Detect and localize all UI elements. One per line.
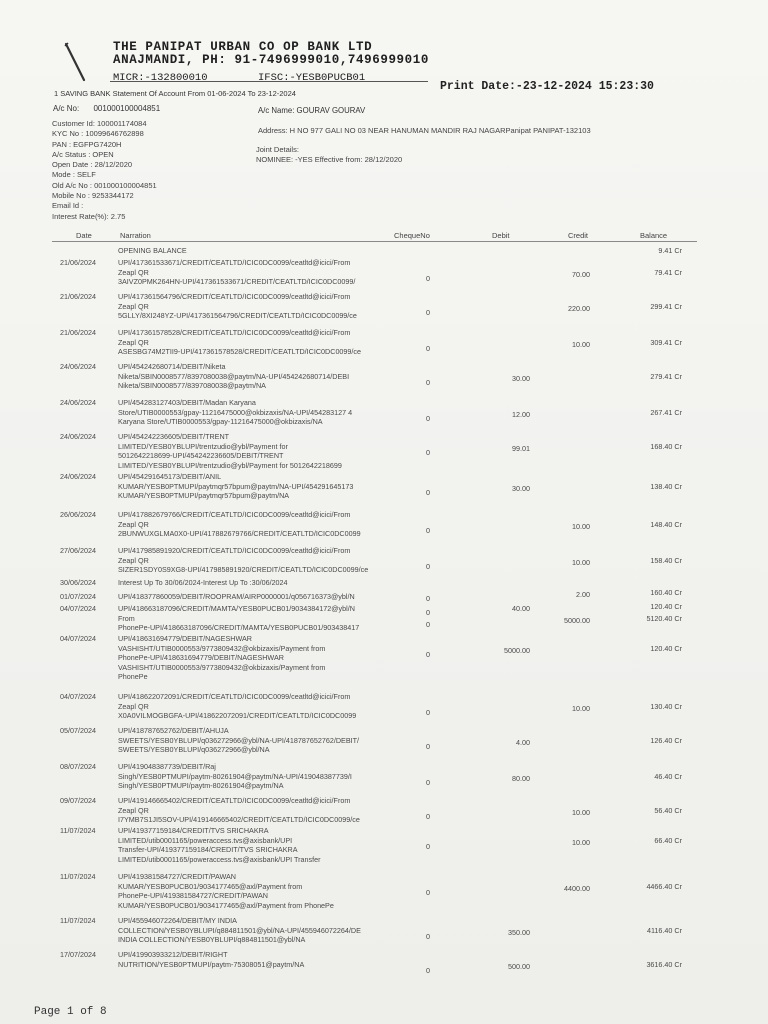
- txn-cheque-no: 0: [426, 594, 430, 603]
- txn-date: 04/07/2024: [60, 634, 96, 643]
- txn-credit: 70.00: [572, 270, 590, 279]
- col-header-cheque: ChequeNo: [394, 231, 430, 240]
- email-id: Email Id :: [52, 201, 84, 211]
- old-account-number: Old A/c No : 001000100004851: [52, 180, 157, 190]
- txn-narration: [118, 328, 418, 357]
- txn-balance: 3616.40 Cr: [646, 960, 682, 969]
- txn-narration-line: INDIA COLLECTION/YESB0YBLUPI/q884811501@ybl/NA: [118, 935, 306, 945]
- txn-balance: 56.40 Cr: [654, 806, 682, 815]
- txn-date: 11/07/2024: [60, 872, 96, 881]
- account-mode: Mode : SELF: [52, 170, 96, 180]
- txn-narration-line: LIMITED/utib0001165/poweraccess.tvs@axisbank/UPI: [118, 835, 293, 845]
- txn-balance: 79.41 Cr: [654, 268, 682, 277]
- bank-name: THE PANIPAT URBAN CO OP BANK LTD: [113, 40, 373, 54]
- txn-narration-line: Singh/YESB0PTMUPI/paytm-80261904@paytm/NA-UPI/419048387739/I: [118, 771, 352, 781]
- txn-credit: 5000.00: [564, 616, 590, 625]
- txn-narration-line: Zeapl QR: [118, 805, 149, 815]
- txn-narration-line: I7YMB7S1JI5SOV-UPI/419146665402/CREDIT/CEATLTD/ICIC0DC0099/ce: [118, 815, 360, 825]
- txn-narration-line: UPI/454283127403/DEBIT/Madan Karyana: [118, 398, 256, 407]
- txn-cheque-no: 0: [426, 378, 430, 387]
- txn-cheque-no: 0: [426, 308, 430, 317]
- txn-date: 05/07/2024: [60, 726, 96, 735]
- mobile-number: Mobile No : 9253344172: [52, 191, 134, 201]
- txn-narration-line: LIMITED/utib0001165/poweraccess.tvs@axisbank/UPI Transfer: [118, 854, 321, 864]
- txn-narration: [118, 762, 418, 791]
- txn-balance: 309.41 Cr: [650, 338, 682, 347]
- txn-cheque-no: 0: [426, 562, 430, 571]
- txn-narration-line: From: [118, 613, 135, 623]
- txn-narration: [118, 292, 418, 321]
- txn-date: 30/06/2024: [60, 578, 96, 587]
- txn-narration-line: UPI/418663187096/CREDIT/MAMTA/YESB0PUCB01/9034384172@ybl/N: [118, 604, 355, 613]
- interest-rate: Interest Rate(%): 2.75: [52, 211, 126, 221]
- account-address: Address: H NO 977 GALI NO 03 NEAR HANUMAN MANDIR RAJ NAGARPanipat PANIPAT-132103: [258, 126, 591, 135]
- txn-narration: [118, 692, 418, 721]
- account-number-line: [53, 104, 160, 113]
- txn-date: 11/07/2024: [60, 826, 96, 835]
- txn-narration-line: 5GLLY/8XI248YZ-UPI/417361564796/CREDIT/CEATLTD/ICIC0DC0099/ce: [118, 311, 357, 321]
- txn-narration-line: UPI/417361533671/CREDIT/CEATLTD/ICIC0DC0099/ceatltd@icici/From: [118, 258, 351, 267]
- txn-cheque-no: 0: [426, 608, 430, 617]
- txn-narration-line: 3AIVZ0PMK264HN-UPI/417361533671/CREDIT/CEATLTD/ICIC0DC0099/: [118, 277, 356, 287]
- pan-number: PAN : EGFPG7420H: [52, 139, 122, 149]
- txn-narration-line: PhonePe-UPI/418663187096/CREDIT/MAMTA/YESB0PUCB01/903438417: [118, 623, 360, 633]
- txn-narration-line: Interest Up To 30/06/2024-Interest Up To :30/06/2024: [118, 578, 288, 587]
- txn-cheque-no: 0: [426, 620, 430, 629]
- txn-narration: [118, 796, 418, 825]
- txn-balance: 120.40 Cr: [650, 644, 682, 653]
- txn-narration-line: SWEETS/YESB0YBLUPI/q036272966@ybl/NA: [118, 745, 270, 755]
- txn-debit: 5000.00: [504, 646, 530, 655]
- txn-cheque-no: 0: [426, 888, 430, 897]
- txn-balance: 4466.40 Cr: [646, 882, 682, 891]
- account-status: A/c Status : OPEN: [52, 149, 114, 159]
- txn-date: 08/07/2024: [60, 762, 96, 771]
- txn-narration: [118, 592, 418, 602]
- txn-narration-line: KUMAR/YESB0PTMUPI/paytmqr57bpum@paytm/NA-UPI/454291645173: [118, 481, 354, 491]
- statement-title: 1 SAVING BANK Statement Of Account From 01-06-2024 To 23-12-2024: [54, 89, 296, 98]
- txn-narration: [118, 578, 418, 588]
- txn-narration-line: X0A0VILMOGBGFA-UPI/418622072091/CREDIT/CEATLTD/ICIC0DC0099: [118, 711, 357, 721]
- txn-balance: 120.40 Cr: [650, 602, 682, 611]
- txn-narration-line: UPI/419048387739/DEBIT/Raj: [118, 762, 216, 771]
- col-header-date: Date: [76, 231, 92, 240]
- txn-narration-line: UPI/418787652762/DEBIT/AHUJA: [118, 726, 229, 735]
- txn-narration-line: KUMAR/YESB0PTMUPI/paytmqr57bpum@paytm/NA: [118, 491, 290, 501]
- txn-narration-line: UPI/417361578528/CREDIT/CEATLTD/ICIC0DC0099/ceatltd@icici/From: [118, 328, 351, 337]
- txn-cheque-no: 0: [426, 708, 430, 717]
- txn-narration-line: 2BUNWUXGLMA0X0-UPI/417882679766/CREDIT/CEATLTD/ICIC0DC0099: [118, 529, 361, 539]
- txn-date: 26/06/2024: [60, 510, 96, 519]
- txn-narration-line: Singh/YESB0PTMUPI/paytm-80261904@paytm/NA: [118, 781, 284, 791]
- txn-debit: 30.00: [512, 484, 530, 493]
- col-header-debit: Debit: [492, 231, 510, 240]
- customer-id: Customer Id: 100001174084: [52, 119, 147, 128]
- kyc-number: KYC No : 10099646762898: [52, 129, 144, 139]
- txn-narration: [118, 510, 418, 539]
- txn-narration-line: Niketa/SBIN0008577/8397080038@paytm/NA: [118, 381, 266, 391]
- txn-balance: 148.40 Cr: [650, 520, 682, 529]
- txn-narration: [118, 826, 418, 864]
- ifsc-code: IFSC:-YESB0PUCB01: [258, 72, 366, 84]
- txn-credit: 4400.00: [564, 884, 590, 893]
- txn-narration-line: VASHISHT/UTIB0000553/9773809432@okbizaxis/Payment from: [118, 643, 326, 653]
- txn-narration-line: UPI/418377860059/DEBIT/ROOPRAM/AIRP0000001/q056716373@ybl/N: [118, 592, 355, 601]
- txn-narration-line: Niketa/SBIN0008577/8397080038@paytm/NA-UPI/454242680714/DEBI: [118, 371, 350, 381]
- txn-narration-line: UPI/419903933212/DEBIT/RIGHT: [118, 950, 228, 959]
- txn-cheque-no: 0: [426, 932, 430, 941]
- txn-date: 04/07/2024: [60, 604, 96, 613]
- txn-balance: 130.40 Cr: [650, 702, 682, 711]
- txn-narration-line: UPI/419146665402/CREDIT/CEATLTD/ICIC0DC0099/ceatltd@icici/From: [118, 796, 351, 805]
- txn-cheque-no: 0: [426, 488, 430, 497]
- txn-narration-line: SWEETS/YESB0YBLUPI/q036272966@ybl/NA-UPI/418787652762/DEBIT/: [118, 735, 360, 745]
- txn-debit: 99.01: [512, 444, 530, 453]
- txn-date: 21/06/2024: [60, 292, 96, 301]
- txn-date: 24/06/2024: [60, 398, 96, 407]
- txn-narration-line: LIMITED/YESB0YBLUPI/trentzudio@ybl/Payment for: [118, 441, 288, 451]
- txn-credit: 10.00: [572, 340, 590, 349]
- txn-narration-line: SIZER1SDY0S9XG8-UPI/417985891920/CREDIT/CEATLTD/ICIC0DC0099/ce: [118, 565, 369, 575]
- txn-credit: 2.00: [576, 590, 590, 599]
- txn-cheque-no: 0: [426, 842, 430, 851]
- nominee-details: NOMINEE: -YES Effective from: 28/12/2020: [256, 155, 403, 164]
- txn-narration: [118, 950, 418, 969]
- txn-balance: 9.41 Cr: [658, 246, 682, 255]
- txn-debit: 12.00: [512, 410, 530, 419]
- txn-narration: [118, 398, 418, 427]
- txn-narration-line: UPI/454291645173/DEBIT/ANIL: [118, 472, 222, 481]
- txn-narration-line: UPI/454242680714/DEBIT/Niketa: [118, 362, 226, 371]
- txn-balance: 66.40 Cr: [654, 836, 682, 845]
- txn-balance: 5120.40 Cr: [646, 614, 682, 623]
- txn-balance: 279.41 Cr: [650, 372, 682, 381]
- txn-narration-line: ASESBG74M2TII9-UPI/417361578528/CREDIT/CEATLTD/ICIC0DC0099/ce: [118, 347, 362, 357]
- txn-narration: [118, 246, 418, 256]
- txn-balance: 4116.40 Cr: [646, 926, 682, 935]
- txn-cheque-no: 0: [426, 344, 430, 353]
- txn-narration-line: UPI/419377159184/CREDIT/TVS SRICHAKRA: [118, 826, 269, 835]
- txn-narration-line: LIMITED/YESB0YBLUPI/trentzudio@ybl/Payment for 5012642218699: [118, 460, 342, 470]
- txn-narration: [118, 916, 418, 945]
- txn-debit: 80.00: [512, 774, 530, 783]
- account-holder-name: A/c Name: GOURAV GOURAV: [258, 106, 366, 115]
- txn-narration-line: Karyana Store/UTIB0000553/gpay-11216475000@okbizaxis/NA: [118, 417, 323, 427]
- txn-narration-line: VASHISHT/UTIB0000553/9773809432@okbizaxis/Payment from: [118, 662, 326, 672]
- txn-date: 21/06/2024: [60, 258, 96, 267]
- table-header-rule: [52, 241, 697, 242]
- txn-credit: 10.00: [572, 704, 590, 713]
- txn-date: 21/06/2024: [60, 328, 96, 337]
- txn-narration-line: OPENING BALANCE: [118, 246, 187, 255]
- txn-cheque-no: 0: [426, 414, 430, 423]
- txn-narration-line: NUTRITION/YESB0PTMUPI/paytm-75308051@paytm/NA: [118, 959, 305, 969]
- txn-narration-line: UPI/455946072264/DEBIT/MY INDIA: [118, 916, 237, 925]
- txn-credit: 10.00: [572, 522, 590, 531]
- txn-narration-line: Zeapl QR: [118, 301, 149, 311]
- txn-cheque-no: 0: [426, 742, 430, 751]
- txn-date: 04/07/2024: [60, 692, 96, 701]
- txn-date: 24/06/2024: [60, 362, 96, 371]
- txn-balance: 126.40 Cr: [650, 736, 682, 745]
- txn-narration-line: UPI/417361564796/CREDIT/CEATLTD/ICIC0DC0099/ceatltd@icici/From: [118, 292, 351, 301]
- txn-cheque-no: 0: [426, 812, 430, 821]
- txn-date: 17/07/2024: [60, 950, 96, 959]
- txn-cheque-no: 0: [426, 526, 430, 535]
- txn-narration-line: UPI/454242236605/DEBIT/TRENT: [118, 432, 230, 441]
- txn-balance: 267.41 Cr: [650, 408, 682, 417]
- txn-narration-line: KUMAR/YESB0PUCB01/9034177465@axl/Payment from: [118, 881, 303, 891]
- txn-narration-line: Transfer-UPI/419377159184/CREDIT/TVS SRICHAKRA: [118, 845, 298, 855]
- txn-balance: 46.40 Cr: [654, 772, 682, 781]
- txn-narration-line: PhonePe-UPI/418631694779/DEBIT/NAGESHWAR: [118, 653, 284, 663]
- txn-cheque-no: 0: [426, 448, 430, 457]
- txn-narration: [118, 546, 418, 575]
- txn-narration-line: COLLECTION/YESB0YBLUPI/q884811501@ybl/NA-UPI/455946072264/DE: [118, 925, 361, 935]
- txn-credit: 10.00: [572, 558, 590, 567]
- txn-narration-line: PhonePe-UPI/419381584727/CREDIT/PAWAN: [118, 891, 268, 901]
- txn-credit: 220.00: [568, 304, 590, 313]
- txn-debit: 500.00: [508, 962, 530, 971]
- txn-cheque-no: 0: [426, 274, 430, 283]
- txn-date: 24/06/2024: [60, 432, 96, 441]
- txn-debit: 350.00: [508, 928, 530, 937]
- txn-narration-line: Zeapl QR: [118, 701, 149, 711]
- open-date: Open Date : 28/12/2020: [52, 160, 133, 170]
- txn-narration: [118, 604, 418, 633]
- txn-narration-line: UPI/417985891920/CREDIT/CEATLTD/ICIC0DC0099/ceatltd@icici/From: [118, 546, 351, 555]
- txn-narration-line: 5012642218699-UPI/454242236605/DEBIT/TRENT: [118, 451, 284, 461]
- txn-cheque-no: 0: [426, 778, 430, 787]
- bank-address-phone: ANAJMANDI, PH: 91-7496999010,7496999010: [113, 53, 429, 67]
- pen-stroke-mark: [62, 40, 92, 90]
- txn-debit: 40.00: [512, 604, 530, 613]
- txn-cheque-no: 0: [426, 966, 430, 975]
- page-number: Page 1 of 8: [34, 1006, 107, 1018]
- txn-narration-line: Zeapl QR: [118, 267, 149, 277]
- txn-narration-line: Store/UTIB0000553/gpay-11216475000@okbizaxis/NA-UPI/454283127 4: [118, 407, 353, 417]
- txn-balance: 158.40 Cr: [650, 556, 682, 565]
- col-header-narration: Narration: [120, 231, 151, 240]
- txn-narration-line: Zeapl QR: [118, 555, 149, 565]
- txn-narration: [118, 872, 418, 910]
- txn-narration: [118, 472, 418, 501]
- txn-narration: [118, 258, 418, 287]
- txn-narration-line: UPI/418631694779/DEBIT/NAGESHWAR: [118, 634, 252, 643]
- txn-balance: 168.40 Cr: [650, 442, 682, 451]
- account-details: [52, 119, 157, 222]
- account-number-value: 001000100004851: [93, 104, 161, 113]
- txn-narration-line: PhonePe: [118, 672, 148, 682]
- txn-credit: 10.00: [572, 838, 590, 847]
- txn-narration: [118, 362, 418, 391]
- txn-balance: 138.40 Cr: [650, 482, 682, 491]
- txn-narration-line: UPI/417882679766/CREDIT/CEATLTD/ICIC0DC0099/ceatltd@icici/From: [118, 510, 351, 519]
- txn-narration-line: Zeapl QR: [118, 337, 149, 347]
- txn-debit: 4.00: [516, 738, 530, 747]
- txn-narration-line: UPI/419381584727/CREDIT/PAWAN: [118, 872, 236, 881]
- txn-date: 01/07/2024: [60, 592, 96, 601]
- txn-date: 11/07/2024: [60, 916, 96, 925]
- txn-narration-line: KUMAR/YESB0PUCB01/9034177465@axl/Payment from PhonePe: [118, 900, 334, 910]
- print-date: Print Date:-23-12-2024 15:23:30: [440, 80, 654, 93]
- txn-narration-line: UPI/418622072091/CREDIT/CEATLTD/ICIC0DC0099/ceatltd@icici/From: [118, 692, 351, 701]
- txn-debit: 30.00: [512, 374, 530, 383]
- txn-credit: 10.00: [572, 808, 590, 817]
- micr-code: MICR:-132800010: [113, 72, 208, 84]
- col-header-credit: Credit: [568, 231, 589, 240]
- txn-narration: [118, 634, 418, 682]
- txn-date: 27/06/2024: [60, 546, 96, 555]
- txn-date: 09/07/2024: [60, 796, 96, 805]
- txn-narration: [118, 432, 418, 470]
- account-number-label: A/c No:: [53, 104, 80, 113]
- txn-balance: 299.41 Cr: [650, 302, 682, 311]
- txn-balance: 160.40 Cr: [650, 588, 682, 597]
- txn-narration-line: Zeapl QR: [118, 519, 149, 529]
- joint-details: Joint Details:: [256, 145, 299, 154]
- txn-cheque-no: 0: [426, 650, 430, 659]
- col-header-balance: Balance: [640, 231, 668, 240]
- txn-date: 24/06/2024: [60, 472, 96, 481]
- txn-narration: [118, 726, 418, 755]
